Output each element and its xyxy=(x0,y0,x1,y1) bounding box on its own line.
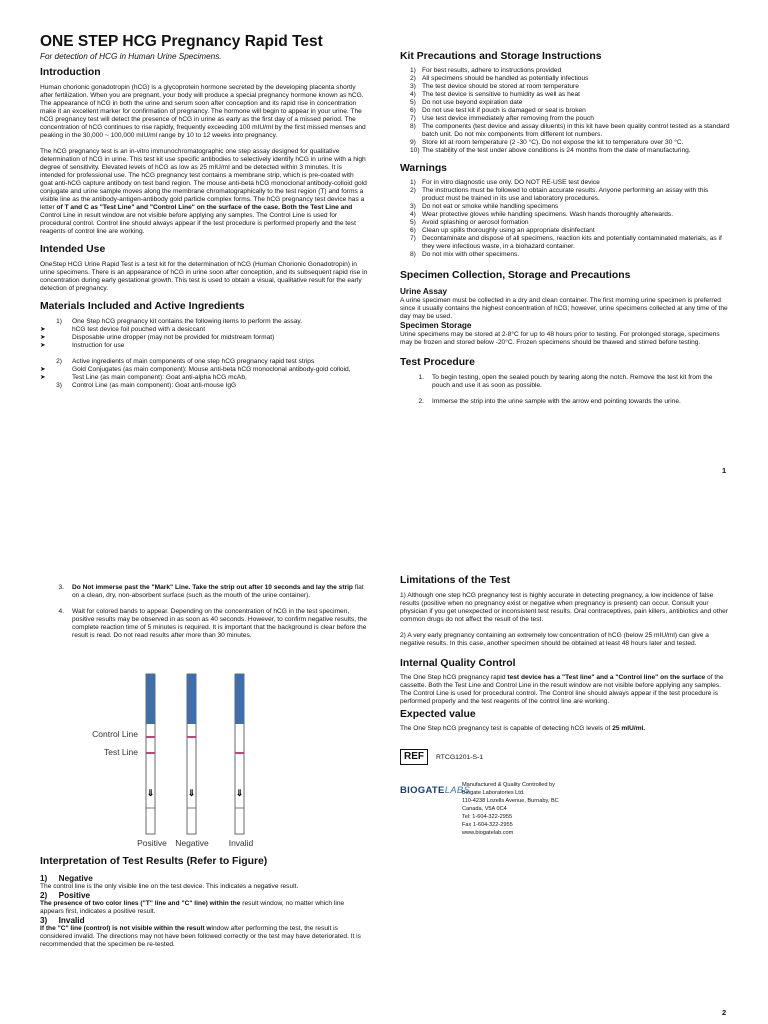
strip-handle-blue xyxy=(146,674,155,724)
procedure-step-3-rest: flat on a clean, dry, non-absorbent surface (such as the mouth of the urine container). xyxy=(72,584,364,599)
arrow-down-icon: ⇓ xyxy=(146,788,155,798)
procedure-step-2: 2. Immerse the strip into the urine sample with the arrow end pointing towards the urine. xyxy=(418,398,681,405)
materials-sub-item-text: Instruction for use xyxy=(72,342,125,349)
materials-sub-item xyxy=(40,326,368,334)
list-item: 5) Avoid splashing or aerosol formation xyxy=(410,219,529,226)
intro-paragraph-2 xyxy=(40,148,368,236)
procedure-step-1: 1. To begin testing, open the sealed pouch by tearing along the notch. Remove the test kit from the pouch and use it as soon as possible. xyxy=(418,374,713,389)
intended-use-text: OneStep HCG Urine Rapid Test is a test kit for the determination of hCG (Human Chorionic Gonadotropin) in urine specimens. There is an appearance of hCG in urine soon after conception, and its subsequent rapid rise in concentration during early gestational growth. This test is used to obtain a visual, qualitative result for the early detection of pregnancy. xyxy=(40,261,368,292)
procedure-step-3: 3. Do Not immerse past the "Mark" Line. Take the strip out after 10 seconds and lay the strip flat on a clean, dry, non-absorbent surface (such as the mouth of the urine container). xyxy=(58,584,364,599)
expected-value-heading: Expected value xyxy=(400,709,476,720)
specimen-storage-heading: Specimen Storage xyxy=(400,321,472,330)
list-item: 2) The instructions must be followed to obtain accurate results. Anyone performing an assay with this product must be trained in its use and laboratory procedures. xyxy=(410,187,709,202)
materials-item-1-text: One Step hCG pregnancy kit contains the following items to perform the assay. xyxy=(72,318,303,325)
materials-sub-item xyxy=(40,334,368,342)
ref-code: RTCG1201-S-1 xyxy=(436,753,484,761)
procedure-list xyxy=(400,374,730,406)
biogate-logo xyxy=(400,781,471,837)
materials-item-2 xyxy=(40,358,368,366)
limitations-paragraph-2: 2) A very early pregnancy containing an extremely low concentration of hCG (below 25 mIU/ml) can give a negative results. In this case, another specimen should be obtained at least 48 hours later and tested. xyxy=(400,632,709,647)
list-item: 7) Decontaminate and dispose of all specimens, reaction kits and potentially contaminated materials, as if they were infectious waste, in a biohazard container. xyxy=(410,235,722,250)
list-item: 4) The test device is sensitive to humidity as well as heat xyxy=(410,91,580,98)
test-line-label: Test Line xyxy=(103,747,138,757)
manufacturer-line: Manufactured & Quality Controlled by xyxy=(462,782,555,788)
procedure-step-3-bold: Do Not immerse past the "Mark" Line. Take the strip out after 10 seconds and lay the strip xyxy=(72,584,353,591)
positive-heading: 2) Positive xyxy=(40,891,91,900)
test-band xyxy=(235,752,244,754)
procedure-step-4: 4. Wait for colored bands to appear. Depending on the concentration of hCG in the test specimen, positive results may be observed in as soon as 40 seconds. However, to confirm negative results, the complete reaction time of 5 minutes is required. It is important that the background is clear before the result is read. Do not read results after more than 30 minutes. xyxy=(58,608,368,639)
expected-value-text xyxy=(400,725,730,733)
intro-paragraph-2-end: Control Line in result window are not visible before applying any samples. The Control Line is used for procedural control. Control line should always appear if the test procedure is performed properly and the test reagents of control line are working. xyxy=(40,212,356,235)
materials-sub-item-text: Gold Conjugates (as main component): Mouse anti-beta hCG monoclonal antibody-gold colloid, xyxy=(72,366,351,373)
result-label-invalid: Invalid xyxy=(228,838,254,848)
page1-right-column xyxy=(400,51,730,406)
materials-sub-item xyxy=(40,342,368,350)
test-procedure-heading: Test Procedure xyxy=(400,357,475,368)
materials-item-3 xyxy=(40,382,368,390)
test-band xyxy=(146,752,155,754)
list-item: 5) Do not use beyond expiration date xyxy=(410,99,523,106)
document-subtitle: For detection of HCG in Human Urine Specimens. xyxy=(40,52,222,61)
list-item: 7) Use test device immediately after removing from the pouch xyxy=(410,115,594,122)
materials-sub-item xyxy=(40,374,368,382)
negative-text: The control line is the only visible line on the test device. This indicates a negative result. xyxy=(40,883,299,890)
document-title: ONE STEP HCG Pregnancy Rapid Test xyxy=(40,33,323,50)
materials-heading: Materials Included and Active Ingredients xyxy=(40,301,245,312)
intro-paragraph-2-text: The hCG pregnancy test is an in-vitro immunochromatographic one step assay designed for qualitative determination of hCG in urine. This test kit use specific antibodies to selectively identify hCG in urine with a high degree of sensitivity. Elevated levels of hCG as low as 25 mIU/ml and be detected within 3 minutes. It is intended for professional use. The hCG pregnancy test contains a membrane strip, which is pre-coated with goat anti-hCG capture antibody on test band region. The mouse anti-beta hCG monoclonal antibody-colloid gold conjugate and urine sample moves along the membrane chromatographically to the test region (T) and forms a visible line as the antibody-antigen-antibody gold particle complex forms. The hCG pregnancy test device has a letter xyxy=(40,148,367,211)
materials-sub-item-text: Test Line (as main component): Goat anti-alpha hCG mcAb, xyxy=(72,374,247,381)
strip-invalid xyxy=(235,674,244,834)
invalid-heading: 3) Invalid xyxy=(40,916,85,925)
materials-item-1-num: 1) xyxy=(56,318,62,325)
materials-item-2-num: 2) xyxy=(56,358,62,365)
list-item: 1) For in vitro diagnostic use only. DO NOT RE-USE test device xyxy=(410,179,600,186)
strip-handle-blue xyxy=(187,674,196,724)
page1-left-column xyxy=(40,33,368,390)
materials-item-1 xyxy=(40,318,368,326)
iqc-heading: Internal Quality Control xyxy=(400,658,516,669)
ref-block xyxy=(400,749,730,765)
iqc-text xyxy=(400,674,730,706)
manufacturer-website: www.biogatelab.com xyxy=(462,830,514,836)
test-results-figure xyxy=(40,668,292,850)
bullet-arrow-icon: ➤ xyxy=(40,366,46,373)
materials-item-2-text: Active ingredients of main components of one step hCG pregnancy rapid test strips xyxy=(72,358,315,365)
control-band xyxy=(187,736,196,738)
invalid-text-rest: indow after performing the test, the result is considered invalid. The directions may not have been followed correctly or the test may have deteriorated. It is recommended that the specimen be re-tested. xyxy=(40,925,361,948)
warnings-heading: Warnings xyxy=(400,163,447,174)
intro-paragraph-1: Human chorionic gonadotropin (hCG) is a glycoprotein hormone secreted by the developing placenta shortly after fertilization. When you are pregnant, your body will produce a special pregnancy hormone known as hCG. The appearance of hCG in both the urine and serum soon after conception and its rapid rise in concentration make it an excellent marker for confirmation of pregnancy. The hormone will begin to appear in your urine. The hCG pregnancy test will detect the presence of hCG in urine as early as the first day of a missed period. The concentration of hCG continues to rise rapidly, frequently exceeding 100 mIU/ml by the first missed menses and peaking in the 30,000 ~ 100,000 mIU/ml range by 10 to 12 weeks into pregnancy. xyxy=(40,84,366,139)
list-item: 10) The stability of the test under above conditions is 24 months from the date of manufacturing. xyxy=(410,147,691,154)
positive-text-bold: The presence of two color lines ("T" line and "C" line) within the xyxy=(40,900,241,907)
result-label-negative: Negative xyxy=(175,838,209,848)
list-item: 9) Store kit at room temperature (2 -30 °C). Do not expose the kit to temperature over 30 °C. xyxy=(410,139,684,146)
warnings-list xyxy=(400,179,730,259)
urine-assay-text: A urine specimen must be collected in a dry and clean container. The first morning urine specimen is preferred since it usually contains the highest concentration of hCG; however, urine specimens collected at any time of the day may be used. xyxy=(400,297,728,320)
page2-left-column xyxy=(40,584,368,640)
limitations-paragraph-1: 1) Although one step hCG pregnancy test is highly accurate in detecting pregnancy, a low incidence of false results (positive when no pregnancy exist or negative when pregnancy is present) can occur. Consult your physician if you get unexpected or inconsistent test results. Oral contraceptives, pain killers, antibiotics and other common drugs do not affect the result of the test. xyxy=(400,592,729,623)
list-item: 6) Do not use test kit if pouch is damaged or seal is broken xyxy=(410,107,586,114)
iqc-text-bold: test device has a "Test line" and a "Control line" on the surface xyxy=(507,674,706,681)
list-item: 6) Clean up spills thoroughly using an appropriate disinfectant xyxy=(410,227,595,234)
manufacturer-block xyxy=(400,781,730,837)
materials-list xyxy=(40,318,368,390)
positive-text xyxy=(40,900,368,916)
intro-paragraph-2-bold: of T and C as "Test Line" and "Control Line" on the surface of the case. Both the Test Line and xyxy=(56,204,353,211)
list-item: 3) The test device should be stored at room temperature xyxy=(410,83,579,90)
page-number-2: 2 xyxy=(722,1008,727,1017)
logo-text-labs: LABS xyxy=(444,785,471,796)
expected-value-sentence: The One Step hCG pregnancy test is capable of detecting hCG levels of xyxy=(400,725,611,732)
control-band xyxy=(146,736,155,738)
iqc-text-rest: of the cassette. Both the Test Line and Control Line in the result window are not visible before applying any samples. The Control Line is used for procedural control. The Control line should always appear if the test procedure is performed properly and the test reagents of the control line are working. xyxy=(400,674,724,705)
ref-symbol: REF xyxy=(400,749,428,765)
materials-sub-item-text: Disposable urine dropper (may not be provided for midstream format) xyxy=(72,334,275,341)
iqc-text-start: The One Step hCG pregnancy rapid xyxy=(400,674,506,681)
manufacturer-line: 110-4238 Lozells Avenue, Burnaby, BC xyxy=(462,798,559,804)
invalid-text xyxy=(40,925,368,949)
specimen-storage-text: Urine specimens may be stored at 2-8°C for up to 48 hours prior to testing. For prolonged storage, specimens may be frozen and stored below -20°C. Frozen specimens should be thawed and stirred before testing. xyxy=(400,331,720,346)
materials-sub-item-text: hCG test device foil pouched with a desiccant xyxy=(72,326,206,333)
positive-text-rest: result window, no matter which line appears first, indicates a positive result. xyxy=(40,900,345,915)
manufacturer-fax: Fax 1-604-322-2955 xyxy=(462,822,513,828)
bullet-arrow-icon: ➤ xyxy=(40,326,46,333)
intended-use-heading: Intended Use xyxy=(40,244,106,255)
bullet-arrow-icon: ➤ xyxy=(40,334,46,341)
negative-heading: 1) Negative xyxy=(40,874,93,883)
page-number-1: 1 xyxy=(722,466,727,475)
page2-right-column xyxy=(400,575,730,837)
limitations-heading: Limitations of the Test xyxy=(400,575,511,586)
list-item: 2) All specimens should be handled as potentially infectious xyxy=(410,75,589,82)
invalid-text-bold: If the "C" line (control) is not visible within the result w xyxy=(40,925,212,932)
specimen-heading: Specimen Collection, Storage and Precautions xyxy=(400,270,631,281)
list-item: 8) The components (test device and assay diluents) in this kit have been quality control tested as a standard batch unit. Do not mix components from different lot numbers. xyxy=(410,123,730,138)
list-item: 3) Do not eat or smoke while handling specimens xyxy=(410,203,559,210)
list-item: 8) Do not mix with other specimens. xyxy=(410,251,520,258)
kit-precautions-heading: Kit Precautions and Storage Instructions xyxy=(400,51,602,62)
interpretation-section xyxy=(40,856,368,949)
intro-heading: Introduction xyxy=(40,67,101,78)
strip-negative xyxy=(187,674,196,834)
bullet-arrow-icon: ➤ xyxy=(40,342,46,349)
arrow-down-icon: ⇓ xyxy=(235,788,244,798)
manufacturer-phone: Tel: 1-604-322-2955 xyxy=(462,814,513,820)
control-line-label: Control Line xyxy=(92,729,138,739)
result-label-positive: Positive xyxy=(137,838,167,848)
strip-positive xyxy=(146,674,155,834)
manufacturer-line: Biogate Laboratories Ltd. xyxy=(462,790,525,796)
kit-precautions-list xyxy=(400,67,730,155)
bullet-arrow-icon: ➤ xyxy=(40,374,46,381)
list-item: 4) Wear protective gloves while handling specimens. Wash hands thoroughly afterwards. xyxy=(410,211,674,218)
materials-item-3-text: Control Line (as main component): Goat anti-mouse IgG xyxy=(72,382,237,389)
expected-value-amount: 25 mIU/ml. xyxy=(612,725,646,732)
list-item: 1) For best results, adhere to instructions provided xyxy=(410,67,562,74)
strip-handle-blue xyxy=(235,674,244,724)
arrow-down-icon: ⇓ xyxy=(187,788,196,798)
materials-item-3-num: 3) xyxy=(56,382,62,389)
manufacturer-line: Canada, V5A 0C4 xyxy=(462,806,507,812)
materials-sub-item xyxy=(40,366,368,374)
logo-text-biogate: BIOGATE xyxy=(400,785,445,796)
interpretation-heading: Interpretation of Test Results (Refer to Figure) xyxy=(40,856,268,867)
urine-assay-heading: Urine Assay xyxy=(400,287,448,296)
test-strips-illustration xyxy=(40,668,292,850)
manufacturer-address xyxy=(462,781,559,837)
